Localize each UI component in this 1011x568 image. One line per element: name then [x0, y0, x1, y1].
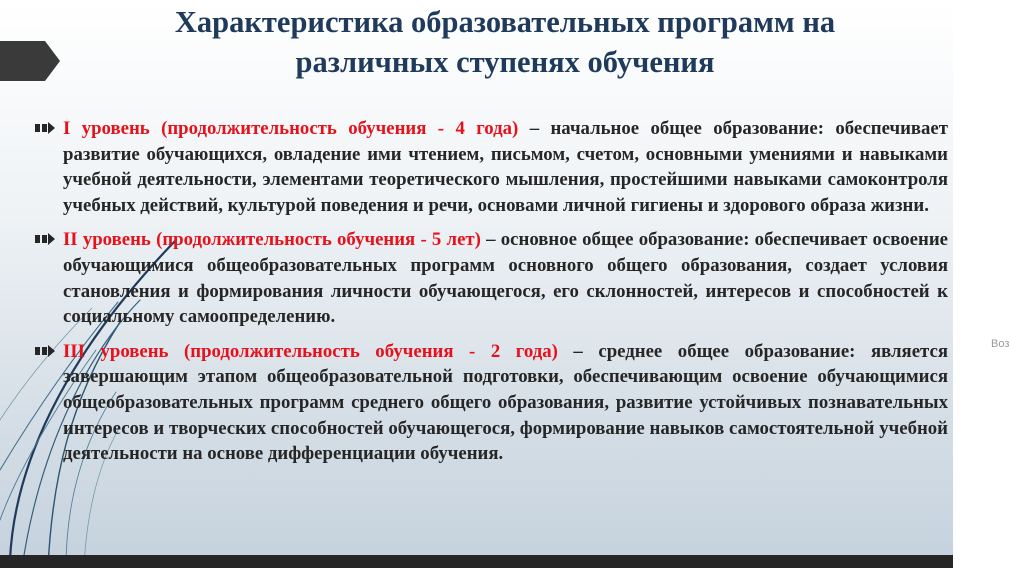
slide-title-line-1: Характеристика образовательных программ на — [174, 5, 836, 39]
level-description: – основное общее образование: обеспечивает освоение обучающимися общеобразовательных программ основного общего образования, создает условия становления и формирования личности обучающегося, его склонностей, интересов и способностей к социальному самоопределению. — [63, 229, 948, 328]
list-item-level-2 — [34, 227, 948, 329]
bullet-list — [34, 116, 948, 476]
arrow-bullet-icon — [34, 229, 56, 249]
accent-tab — [0, 41, 60, 81]
list-item-level-3 — [34, 339, 948, 467]
level-label: II уровень (продолжительность обучения - 5 лет) — [63, 229, 481, 251]
arrow-bullet-icon — [34, 118, 56, 138]
slide-title — [80, 2, 930, 82]
level-description: – среднее общее образование: является завершающим этапом общеобразовательной подготовки, обеспечивающим освоение обучающимися общеобразовательных программ среднего общего образования, развитие устойчивых познавательных интересов и творческих способностей обучающегося, формирование навыков самостоятельной учебной деятельности на основе дифференциации обучения. — [63, 340, 949, 465]
side-panel-text: Воз — [991, 338, 1010, 350]
level-description: – начальное общее образование: обеспечивает развитие обучающихся, овладение ими чтением, письмом, счетом, основными умениями и навыками учебной деятельности, элементами теоретического мышления, простейшими навыками самоконтроля учебных действий, культурой поведения и речи, основами личной гигиены и здорового образа жизни. — [63, 118, 948, 216]
list-item-level-1 — [34, 116, 948, 218]
level-label: III уровень (продолжительность обучения - 2 года) — [63, 340, 558, 362]
arrow-bullet-icon — [34, 341, 56, 361]
slide-bottom-bar — [0, 555, 953, 568]
level-label: I уровень (продолжительность обучения - 4 года) — [63, 118, 519, 139]
slide-title-line-2: различных ступенях обучения — [295, 45, 715, 79]
